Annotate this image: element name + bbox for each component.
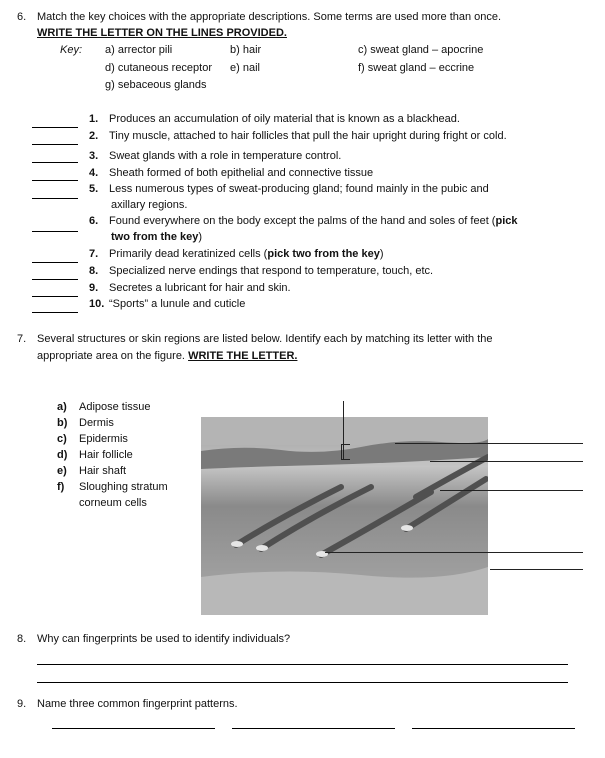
- key-option-g: g) sebaceous glands: [105, 79, 207, 91]
- pointer-bracket: [341, 444, 350, 460]
- answer-blank-4[interactable]: [32, 180, 78, 181]
- q7-option-f: f) Sloughing stratum: [57, 481, 168, 493]
- sloughing-layer: [201, 417, 488, 445]
- answer-blank-5[interactable]: [32, 198, 78, 199]
- answer-blank-3[interactable]: [32, 162, 78, 163]
- q6-item-4: 4. Sheath formed of both epithelial and connective tissue: [89, 167, 374, 179]
- q6-item-5: 5. Less numerous types of sweat-producing gland; found mainly in the pubic and: [89, 183, 489, 195]
- q7-option-b: b) Dermis: [57, 417, 114, 429]
- q7-option-d: d) Hair follicle: [57, 449, 133, 461]
- q6-item-8: 8. Specialized nerve endings that respond to temperature, touch, etc.: [89, 265, 434, 277]
- q7-option-f-cont: corneum cells: [79, 497, 147, 509]
- pointer-line-5: [325, 552, 583, 553]
- q6-number: 6.: [17, 11, 27, 23]
- q6-prompt: Match the key choices with the appropriate descriptions. Some terms are used more than once.: [37, 11, 502, 23]
- answer-blank-2[interactable]: [32, 144, 78, 145]
- q6-item-1: 1. Produces an accumulation of oily material that is known as a blackhead.: [89, 113, 460, 125]
- q6-item-3: 3. Sweat glands with a role in temperature control.: [89, 150, 342, 162]
- q7-number: 7.: [17, 333, 27, 345]
- q8-answer-line-1[interactable]: [37, 664, 568, 665]
- key-option-c: c) sweat gland – apocrine: [358, 44, 484, 56]
- q8-number: 8.: [17, 633, 27, 645]
- answer-blank-1[interactable]: [32, 127, 78, 128]
- pointer-line-6: [490, 569, 583, 570]
- key-option-d: d) cutaneous receptor: [105, 62, 213, 74]
- key-label: Key:: [60, 44, 83, 56]
- q7-option-c: c) Epidermis: [57, 433, 128, 445]
- q6-item-6: 6. Found everywhere on the body except the palms of the hand and soles of feet (pick: [89, 215, 518, 227]
- q9-prompt: Name three common fingerprint patterns.: [37, 698, 238, 710]
- answer-blank-9[interactable]: [32, 296, 78, 297]
- q8-prompt: Why can fingerprints be used to identify individuals?: [37, 633, 291, 645]
- pointer-line-4: [440, 490, 583, 491]
- key-option-b: b) hair: [230, 44, 262, 56]
- q6-item-9: 9. Secretes a lubricant for hair and skin.: [89, 282, 291, 294]
- key-option-e: e) nail: [230, 62, 260, 74]
- q6-item-10: 10. “Sports” a lunule and cuticle: [89, 298, 246, 310]
- answer-blank-8[interactable]: [32, 279, 78, 280]
- q6-item-5-cont: axillary regions.: [111, 199, 188, 211]
- pointer-line-3: [430, 461, 583, 462]
- q8-answer-line-2[interactable]: [37, 682, 568, 683]
- pointer-line-2: [395, 443, 583, 444]
- q7-prompt: Several structures or skin regions are listed below. Identify each by matching its letter with the: [37, 333, 493, 345]
- q9-number: 9.: [17, 698, 27, 710]
- q9-answer-line-1[interactable]: [52, 728, 215, 729]
- key-option-a: a) arrector pili: [105, 44, 173, 56]
- q7-option-a: a) Adipose tissue: [57, 401, 151, 413]
- q9-answer-line-3[interactable]: [412, 728, 575, 729]
- q6-instruction: WRITE THE LETTER ON THE LINES PROVIDED.: [37, 27, 287, 39]
- answer-blank-7[interactable]: [32, 262, 78, 263]
- answer-blank-10[interactable]: [32, 312, 78, 313]
- key-option-f: f) sweat gland – eccrine: [358, 62, 475, 74]
- q6-item-2: 2. Tiny muscle, attached to hair follicles that pull the hair upright during fright or cold.: [89, 130, 507, 142]
- q7-prompt-cont: appropriate area on the figure. WRITE THE LETTER.: [37, 350, 298, 362]
- q7-option-e: e) Hair shaft: [57, 465, 127, 477]
- q9-answer-line-2[interactable]: [232, 728, 395, 729]
- answer-blank-6[interactable]: [32, 231, 78, 232]
- q6-item-6-cont: two from the key): [111, 231, 203, 243]
- q6-item-7: 7. Primarily dead keratinized cells (pick two from the key): [89, 248, 384, 260]
